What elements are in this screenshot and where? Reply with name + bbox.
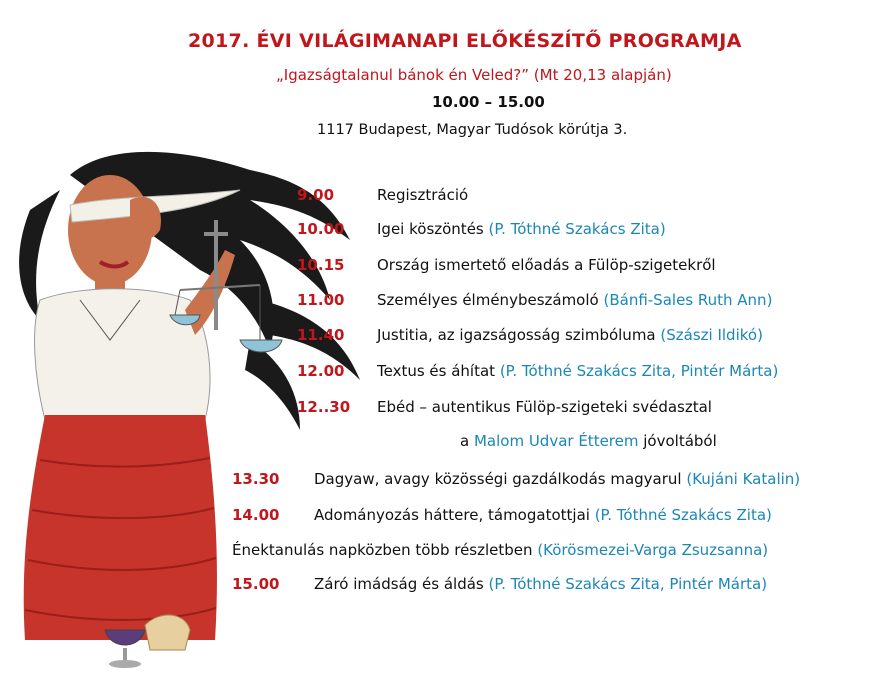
schedule-text: Adományozás háttere, támogatottjai (P. Tóthné Szakács Zita)	[314, 506, 772, 524]
program-title: 2017. ÉVI VILÁGIMANAPI ELŐKÉSZÍTŐ PROGRAMJA	[188, 30, 742, 52]
schedule-time: 9.00	[297, 186, 335, 204]
schedule-speaker: (Szászi Ildikó)	[660, 326, 763, 344]
program-address: 1117 Budapest, Magyar Tudósok körútja 3.	[317, 122, 628, 138]
schedule-text: Justitia, az igazságosság szimbóluma (Szászi Ildikó)	[377, 326, 763, 344]
schedule-time: 12..30	[297, 398, 351, 416]
schedule-text: Textus és áhítat (P. Tóthné Szakács Zita, Pintér Márta)	[377, 362, 779, 380]
schedule-text: Ország ismertető előadás a Fülöp-szigetekről	[377, 256, 716, 274]
schedule-text: Személyes élménybeszámoló (Bánfi-Sales Ruth Ann)	[377, 291, 773, 309]
schedule-time: 13.30	[232, 470, 280, 488]
schedule-time: 10.00	[297, 220, 345, 238]
schedule-speaker: (P. Tóthné Szakács Zita)	[488, 220, 666, 238]
schedule-speaker: (P. Tóthné Szakács Zita, Pintér Márta)	[499, 362, 779, 380]
schedule-time: 14.00	[232, 506, 280, 524]
schedule-text: Igei köszöntés (P. Tóthné Szakács Zita)	[377, 220, 666, 238]
schedule-time: 10.15	[297, 256, 345, 274]
schedule-time: 12.00	[297, 362, 345, 380]
program-time-range: 10.00 – 15.00	[432, 93, 545, 111]
schedule-text: Dagyaw, avagy közösségi gazdálkodás magyarul (Kujáni Katalin)	[314, 470, 801, 488]
schedule-speaker: (Kujáni Katalin)	[686, 470, 801, 488]
schedule-text: Énektanulás napközben több részletben (Körösmezei-Varga Zsuzsanna)	[232, 541, 769, 559]
schedule-time: 15.00	[232, 575, 280, 593]
restaurant-name: Malom Udvar Étterem	[473, 432, 639, 450]
program-subtitle: „Igazságtalanul bánok én Veled?” (Mt 20,13 alapján)	[276, 66, 672, 84]
schedule-text: a Malom Udvar Étterem jóvoltából	[460, 432, 717, 450]
schedule-speaker: (Körösmezei-Varga Zsuzsanna)	[537, 541, 769, 559]
schedule-speaker: (P. Tóthné Szakács Zita)	[594, 506, 772, 524]
schedule-text: Záró imádság és áldás (P. Tóthné Szakács Zita, Pintér Márta)	[314, 575, 768, 593]
schedule-speaker: (P. Tóthné Szakács Zita, Pintér Márta)	[488, 575, 768, 593]
schedule-time: 11.00	[297, 291, 345, 309]
schedule-text: Regisztráció	[377, 186, 469, 204]
schedule-text: Ebéd – autentikus Fülöp-szigeteki svédasztal	[377, 398, 712, 416]
schedule-speaker: (Bánfi-Sales Ruth Ann)	[603, 291, 773, 309]
schedule-time: 11.40	[297, 326, 345, 344]
